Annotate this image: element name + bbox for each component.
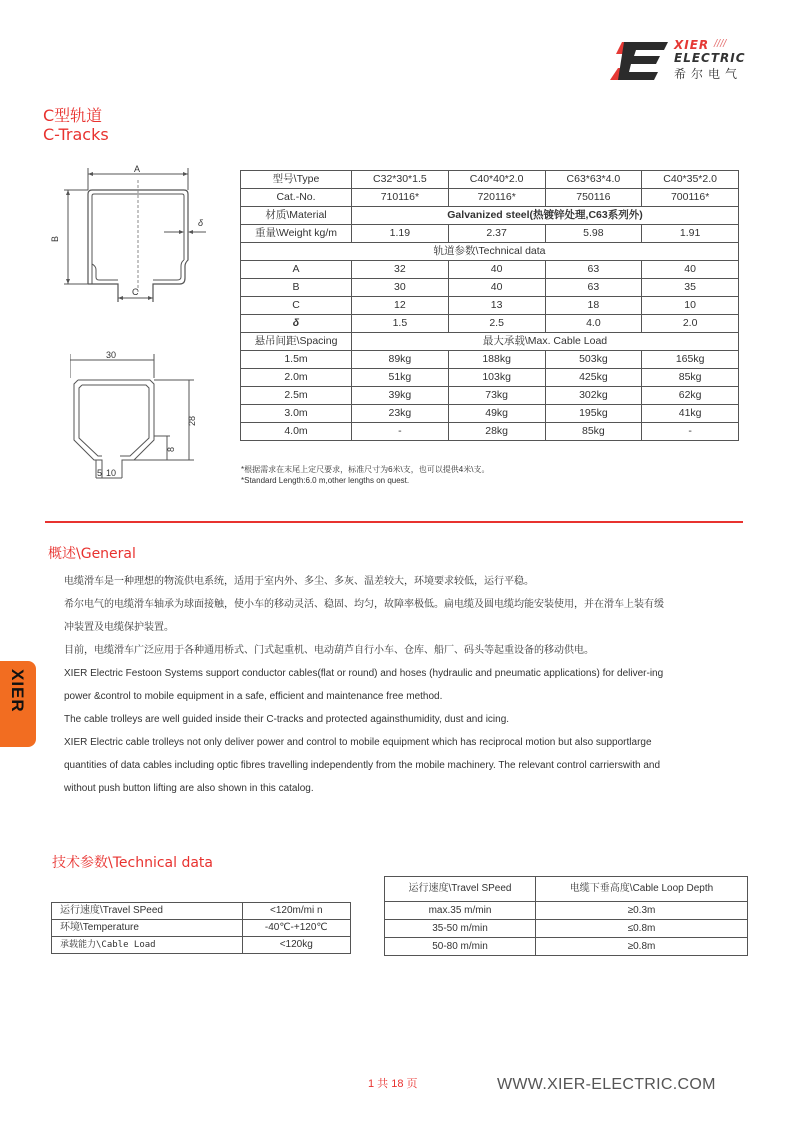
paragraph-line: 电缆滑车是一种理想的物流供电系统，适用于室内外、多尘、多灰、温差较大，环境要求较低，运行平稳。 <box>64 576 534 587</box>
dim-row-label: C <box>241 297 352 315</box>
page-number: 1 共 18 页 <box>368 1078 418 1090</box>
speed-cell: 50-80 m/min <box>385 938 536 956</box>
table-row <box>241 225 739 243</box>
general-body <box>64 570 764 800</box>
load-cell: 73kg <box>448 387 545 405</box>
type-cell: C63*63*4.0 <box>545 171 642 189</box>
paragraph-line: quantities of data cables including optic fibres travelling independently from the mobile machinery. The relevant control carrierswith and <box>64 760 661 771</box>
load-cell: 39kg <box>352 387 449 405</box>
table-row <box>241 369 739 387</box>
dim-row-label: A <box>241 261 352 279</box>
paragraph-line: The cable trolleys are well guided inside their C-tracks and protected againsthumidity, dust and icing. <box>64 714 510 725</box>
company-logo <box>610 38 760 83</box>
dim-cell: 40 <box>448 279 545 297</box>
spacing-label: 悬吊间距\Spacing <box>241 333 352 351</box>
depth-cell: ≤0.8m <box>536 920 748 938</box>
dim-width: 30 <box>106 350 117 360</box>
dim-lip: 5 <box>97 468 103 478</box>
dim-row-label: B <box>241 279 352 297</box>
column-header: 电缆下垂高度\Cable Loop Depth <box>536 877 748 902</box>
load-cell: 85kg <box>545 423 642 441</box>
section-title-cn: C型轨道 <box>43 106 103 125</box>
dim-cell: 2.5 <box>448 315 545 333</box>
dim-cell: 2.0 <box>642 315 739 333</box>
section-divider <box>45 521 743 523</box>
type-label: 型号\Type <box>241 171 352 189</box>
load-cell: 85kg <box>642 369 739 387</box>
paragraph-line: power &control to mobile equipment in a safe, efficient and maintenance free method. <box>64 691 443 702</box>
xe-logo-mark-icon <box>610 40 672 82</box>
cat-cell: 700116* <box>642 189 739 207</box>
param-value: <120m/mi n <box>242 903 351 920</box>
dim-cell: 40 <box>642 261 739 279</box>
dim-height: 28 <box>187 415 197 426</box>
dim-label-b: B <box>50 235 60 242</box>
dim-cell: 35 <box>642 279 739 297</box>
table-row <box>241 405 739 423</box>
dim-cell: 1.5 <box>352 315 449 333</box>
cat-label: Cat.-No. <box>241 189 352 207</box>
load-cell: 41kg <box>642 405 739 423</box>
dim-label-delta: δ <box>198 218 204 228</box>
side-brand-tab <box>0 661 36 747</box>
cat-cell: 750116 <box>545 189 642 207</box>
load-cell: 425kg <box>545 369 642 387</box>
table-row <box>241 189 739 207</box>
type-cell: C32*30*1.5 <box>352 171 449 189</box>
load-cell: 51kg <box>352 369 449 387</box>
cat-cell: 710116* <box>352 189 449 207</box>
paragraph-line: 希尔电气的电缆滑车轴承为球面接触，使小车的移动灵活、稳固、均匀，故障率极低。扁电缆及圆电缆均能安装使用，并在滑车上装有缓 <box>64 599 664 610</box>
param-value: <120kg <box>242 937 351 954</box>
table-row <box>241 261 739 279</box>
material-label: 材质\Material <box>241 207 352 225</box>
load-cell: 503kg <box>545 351 642 369</box>
c-track-spec-table <box>240 170 739 441</box>
spacing-cell: 4.0m <box>241 423 352 441</box>
cat-cell: 720116* <box>448 189 545 207</box>
table-row <box>241 423 739 441</box>
table-row <box>241 243 739 261</box>
dim-step: 8 <box>166 446 176 452</box>
load-header: 最大承载\Max. Cable Load <box>352 333 739 351</box>
speed-cell: max.35 m/min <box>385 902 536 920</box>
dim-cell: 63 <box>545 279 642 297</box>
weight-cell: 5.98 <box>545 225 642 243</box>
dim-cell: 13 <box>448 297 545 315</box>
table-row <box>241 171 739 189</box>
param-value: -40℃-+120℃ <box>242 920 351 937</box>
paragraph-line: XIER Electric Festoon Systems support conductor cables(flat or round) and hoses (hydraulic and pneumatic applications) for deliver-ing <box>64 668 664 679</box>
dim-label-c: C <box>132 287 139 297</box>
c32-track-dimension-diagram <box>70 348 205 483</box>
depth-cell: ≥0.8m <box>536 938 748 956</box>
table-row <box>52 937 351 954</box>
paragraph-line: XIER Electric cable trolleys not only deliver power and control to mobile equipment which has reciprocal motion but also supportlarge <box>64 737 652 748</box>
type-cell: C40*35*2.0 <box>642 171 739 189</box>
paragraph-line: 冲装置及电缆保护装置。 <box>64 622 174 633</box>
table-row <box>241 207 739 225</box>
param-label: 承载能力\Cable Load <box>52 937 243 954</box>
table-row <box>241 387 739 405</box>
dim-cell: 63 <box>545 261 642 279</box>
c-track-profile-diagram <box>50 160 220 310</box>
load-cell: 49kg <box>448 405 545 423</box>
technical-left-table <box>51 902 351 954</box>
note-en: *Standard Length:6.0 m,other lengths on quest. <box>241 476 410 485</box>
type-cell: C40*40*2.0 <box>448 171 545 189</box>
dim-label-a: A <box>134 164 141 174</box>
general-title: 概述\General <box>48 546 136 562</box>
load-cell: - <box>352 423 449 441</box>
section-title-en: C-Tracks <box>43 125 109 144</box>
load-cell: 195kg <box>545 405 642 423</box>
weight-cell: 1.19 <box>352 225 449 243</box>
load-cell: 89kg <box>352 351 449 369</box>
depth-cell: ≥0.3m <box>536 902 748 920</box>
table-row <box>52 903 351 920</box>
column-header: 运行速度\Travel SPeed <box>385 877 536 902</box>
dim-cell: 10 <box>642 297 739 315</box>
table-row <box>241 351 739 369</box>
param-label: 运行速度\Travel SPeed <box>52 903 243 920</box>
side-tab-label: XIER <box>8 669 27 713</box>
spacing-cell: 3.0m <box>241 405 352 423</box>
website-link[interactable]: WWW.XIER-ELECTRIC.COM <box>497 1076 716 1093</box>
param-label: 环境\Temperature <box>52 920 243 937</box>
load-cell: 302kg <box>545 387 642 405</box>
dim-cell: 30 <box>352 279 449 297</box>
table-row <box>241 333 739 351</box>
spacing-cell: 2.0m <box>241 369 352 387</box>
note-cn: *根据需求在末尾上定尺要求，标准尺寸为6米\支，也可以提供4米\支。 <box>241 465 490 474</box>
weight-cell: 2.37 <box>448 225 545 243</box>
load-cell: 23kg <box>352 405 449 423</box>
logo-xier: XIER <box>674 38 710 52</box>
logo-electric: ELECTRIC <box>674 51 746 65</box>
technical-right-table <box>384 876 748 956</box>
load-cell: 188kg <box>448 351 545 369</box>
table-row <box>385 902 748 920</box>
dim-cell: 12 <box>352 297 449 315</box>
load-cell: 165kg <box>642 351 739 369</box>
speed-cell: 35-50 m/min <box>385 920 536 938</box>
tech-data-header: 轨道参数\Technical data <box>241 243 739 261</box>
logo-chinese: 希尔电气 <box>674 67 743 81</box>
material-value: Galvanized steel(热镀锌处理,C63系列外) <box>352 207 739 225</box>
table-note <box>241 464 489 486</box>
weight-label: 重量\Weight kg/m <box>241 225 352 243</box>
dim-cell: 4.0 <box>545 315 642 333</box>
technical-title: 技术参数\Technical data <box>52 855 213 871</box>
dim-row-label: δ <box>241 315 352 333</box>
table-header-row <box>385 877 748 902</box>
load-cell: - <box>642 423 739 441</box>
dim-gap: 10 <box>106 468 117 478</box>
paragraph-line: without push button lifting are also shown in this catalog. <box>64 783 314 794</box>
load-cell: 28kg <box>448 423 545 441</box>
table-row <box>52 920 351 937</box>
table-row <box>241 315 739 333</box>
spacing-cell: 1.5m <box>241 351 352 369</box>
dim-cell: 40 <box>448 261 545 279</box>
weight-cell: 1.91 <box>642 225 739 243</box>
logo-slashes: //// <box>714 38 727 50</box>
load-cell: 62kg <box>642 387 739 405</box>
table-row <box>241 297 739 315</box>
dim-cell: 32 <box>352 261 449 279</box>
dim-cell: 18 <box>545 297 642 315</box>
load-cell: 103kg <box>448 369 545 387</box>
paragraph-line: 目前，电缆滑车广泛应用于各种通用桥式、门式起重机、电动葫芦自行小车、仓库、船厂、码头等起重设备的移动供电。 <box>64 645 594 656</box>
table-row <box>385 938 748 956</box>
table-row <box>241 279 739 297</box>
table-row <box>385 920 748 938</box>
spacing-cell: 2.5m <box>241 387 352 405</box>
